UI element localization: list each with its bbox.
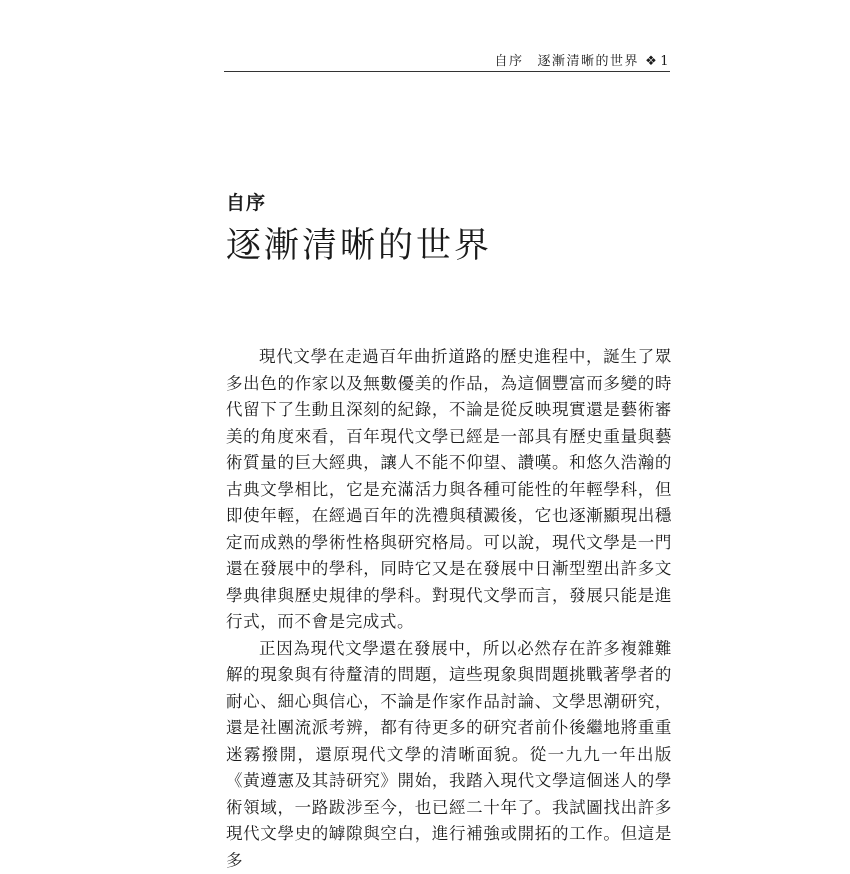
running-head-title: 逐漸清晰的世界	[538, 50, 640, 69]
page-number: 1	[660, 54, 670, 69]
running-head	[224, 50, 670, 72]
chapter-label: 自序	[226, 188, 266, 215]
chapter-title: 逐漸清晰的世界	[226, 224, 492, 268]
diamond-ornament-icon: ❖	[645, 54, 658, 69]
paragraph: 正因為現代文學還在發展中，所以必然存在許多複雜難解的現象與有待釐清的問題，這些現象與問題挑戰著學者的耐心、細心與信心，不論是作家作品討論、文學思潮研究，還是社團流派考辨，都有待更多的研究者前仆後繼地將重重迷霧撥開，還原現代文學的清晰面貌。從一九九一年出版《黃遵憲及其詩研究》開始，我踏入現代文學這個迷人的學術領域，一路跋涉至今，也已經二十年了。我試圖找出許多現代文學史的罅隙與空白，進行補強或開拓的工作。但這是多	[226, 636, 672, 874]
running-head-section: 自序	[495, 50, 524, 69]
paragraph: 現代文學在走過百年曲折道路的歷史進程中，誕生了眾多出色的作家以及無數優美的作品，為這個豐富而多變的時代留下了生動且深刻的紀錄，不論是從反映現實還是藝術審美的角度來看，百年現代文學已經是一部具有歷史重量與藝術質量的巨大經典，讓人不能不仰望、讚嘆。和悠久浩瀚的古典文學相比，它是充滿活力與各種可能性的年輕學科，但即使年輕，在經過百年的洗禮與積澱後，它也逐漸顯現出穩定而成熟的學術性格與研究格局。可以說，現代文學是一門還在發展中的學科，同時它又是在發展中日漸型塑出許多文學典律與歷史規律的學科。對現代文學而言，發展只能是進行式，而不會是完成式。	[226, 344, 672, 636]
body-text	[226, 344, 672, 874]
